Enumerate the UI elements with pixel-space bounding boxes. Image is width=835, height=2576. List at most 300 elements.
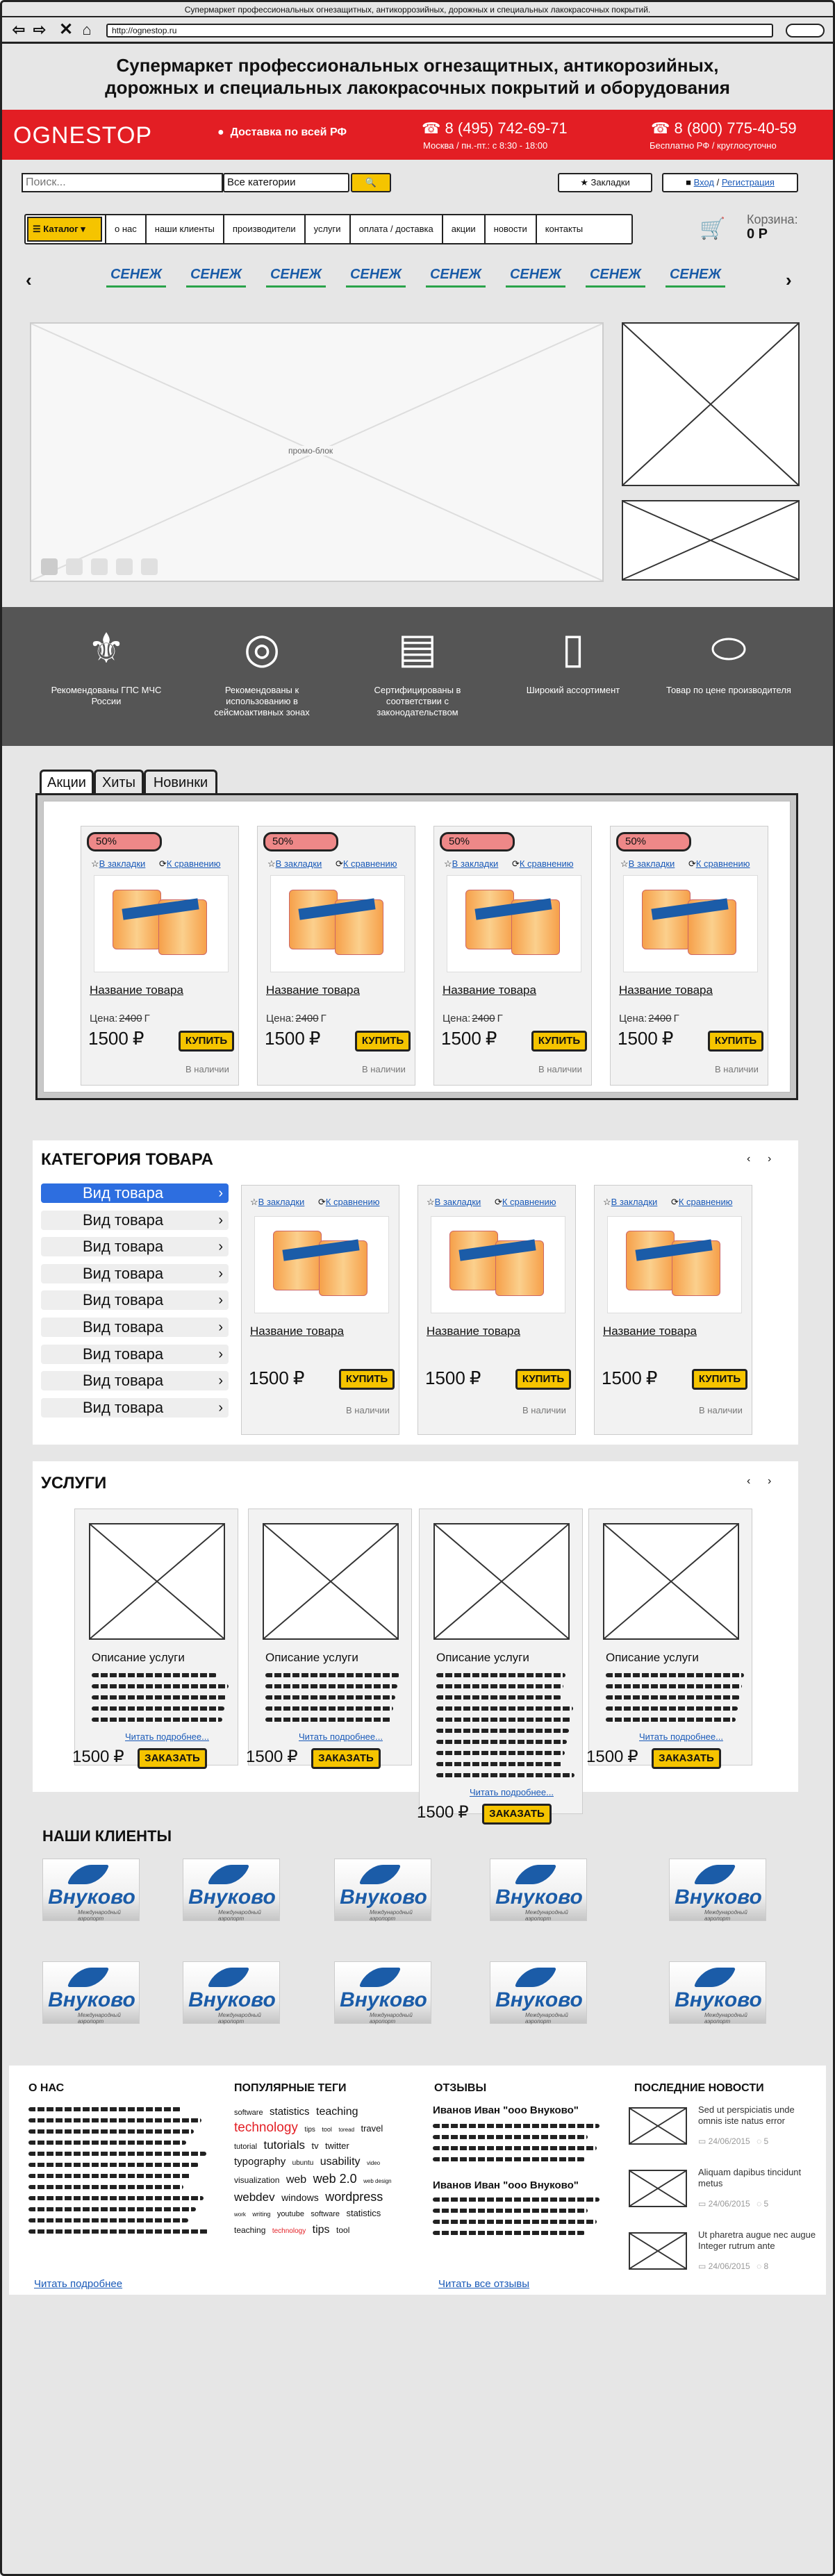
brand-logo[interactable] bbox=[426, 267, 486, 288]
phone-2[interactable]: ☎ 8 (800) 775-40-59 bbox=[651, 119, 797, 137]
scribble-text bbox=[606, 1695, 740, 1700]
tag-link[interactable]: toread bbox=[338, 2127, 355, 2133]
brand-logo[interactable] bbox=[665, 267, 725, 288]
client-name: Внуково bbox=[495, 1988, 583, 2011]
brand-logo[interactable] bbox=[186, 267, 246, 288]
category-item[interactable] bbox=[41, 1211, 229, 1230]
back-arrow-icon[interactable]: ⇦ bbox=[12, 21, 26, 38]
bookmark-link[interactable]: В закладки bbox=[452, 858, 499, 869]
services-prev-icon[interactable]: ‹ bbox=[747, 1475, 751, 1487]
star-icon: ★ bbox=[580, 177, 591, 188]
price-value: 1500 bbox=[72, 1747, 110, 1766]
category-item-label: Вид товара bbox=[83, 1372, 164, 1390]
tag-link[interactable]: windows bbox=[281, 2192, 319, 2203]
old-price-label: Цена: bbox=[619, 1013, 647, 1024]
tag-link[interactable]: tool bbox=[322, 2126, 332, 2133]
eagle-icon bbox=[515, 1865, 556, 1884]
feature-item bbox=[666, 621, 791, 696]
price-value: 1500 bbox=[586, 1747, 624, 1766]
tab-hits[interactable]: Хиты bbox=[94, 770, 144, 795]
brands-prev-icon[interactable]: ‹ bbox=[26, 269, 32, 290]
user-icon: ■ bbox=[686, 177, 694, 188]
address-bar[interactable]: http://ognestop.ru bbox=[106, 24, 773, 38]
service-more-link[interactable]: Читать подробнее... bbox=[639, 1731, 723, 1742]
product-name[interactable]: Название товара bbox=[603, 1324, 697, 1338]
card-links bbox=[91, 858, 221, 870]
nav-item[interactable]: производители bbox=[223, 215, 304, 243]
ruble-icon: ₽ bbox=[292, 1368, 305, 1388]
category-item[interactable] bbox=[41, 1290, 229, 1310]
news-date: 24/06/2015 bbox=[708, 2261, 750, 2271]
ruble-icon: ₽ bbox=[661, 1028, 674, 1049]
category-item[interactable] bbox=[41, 1237, 229, 1256]
buy-button[interactable]: КУПИТЬ bbox=[355, 1031, 411, 1052]
tag-link[interactable]: tips bbox=[304, 2126, 315, 2134]
bookmark-link[interactable]: В закладки bbox=[99, 858, 146, 869]
refresh-icon: ⟳ bbox=[668, 1197, 679, 1207]
client-subtitle: Международный аэропорт bbox=[525, 2012, 568, 2025]
promo-dot[interactable] bbox=[66, 558, 83, 575]
scribble-text bbox=[436, 1740, 567, 1744]
client-name: Внуково bbox=[48, 1988, 135, 2011]
home-icon[interactable]: ⌂ bbox=[82, 21, 92, 38]
compare-link[interactable]: К сравнению bbox=[502, 1197, 556, 1207]
client-logo[interactable] bbox=[183, 1859, 280, 1921]
product-name[interactable]: Название товара bbox=[427, 1324, 520, 1338]
category-prev-icon[interactable]: ‹ bbox=[747, 1153, 751, 1165]
ruble-icon: ₽ bbox=[469, 1368, 481, 1388]
scribble-text bbox=[433, 2220, 597, 2224]
product-price bbox=[249, 1368, 304, 1389]
chevron-right-icon: › bbox=[218, 1399, 223, 1415]
tag-link[interactable]: software bbox=[311, 2210, 340, 2218]
scribble-text bbox=[436, 1695, 561, 1700]
buy-button[interactable]: КУПИТЬ bbox=[692, 1369, 747, 1390]
category-item[interactable] bbox=[41, 1371, 229, 1390]
product-image[interactable] bbox=[254, 1216, 389, 1313]
brand-logo[interactable] bbox=[506, 267, 565, 288]
refresh-icon: ⟳ bbox=[156, 858, 167, 869]
product-card bbox=[257, 826, 415, 1086]
old-currency: Г bbox=[497, 1013, 503, 1024]
all-reviews-link[interactable]: Читать все отзывы bbox=[438, 2278, 530, 2290]
bucket-image bbox=[465, 890, 514, 949]
product-card bbox=[241, 1185, 399, 1435]
tag-link[interactable]: work bbox=[234, 2211, 246, 2218]
eagle-icon bbox=[208, 1968, 249, 1987]
old-price-value: 2400 bbox=[648, 1013, 672, 1024]
news-title[interactable]: Sed ut perspiciatis unde omnis iste natus error bbox=[698, 2104, 795, 2126]
card-links bbox=[444, 858, 574, 870]
price-value: 1500 bbox=[246, 1747, 283, 1766]
scribble-text bbox=[433, 2124, 600, 2128]
forward-arrow-icon[interactable]: ⇨ bbox=[33, 21, 47, 38]
scribble-text bbox=[433, 2157, 585, 2161]
client-subtitle: Международный аэропорт bbox=[78, 1909, 121, 1922]
client-name: Внуково bbox=[48, 1886, 135, 1909]
phone-icon: ☎ bbox=[651, 119, 675, 137]
tag-link[interactable]: usability bbox=[320, 2156, 361, 2168]
news-thumbnail bbox=[629, 2107, 687, 2145]
cart-icon[interactable]: 🛒 bbox=[700, 217, 726, 240]
category-item[interactable] bbox=[41, 1264, 229, 1283]
nav-item[interactable]: оплата / доставка bbox=[349, 215, 442, 243]
bookmark-link[interactable]: В закладки bbox=[628, 858, 675, 869]
product-price bbox=[88, 1028, 144, 1049]
order-button[interactable]: ЗАКАЗАТЬ bbox=[311, 1748, 381, 1769]
news-title[interactable]: Aliquam dapibus tincidunt metus bbox=[698, 2167, 802, 2188]
brand-logo[interactable] bbox=[106, 267, 166, 288]
logo[interactable]: OGNESTOP bbox=[13, 122, 153, 149]
tag-link[interactable]: webdev bbox=[234, 2191, 275, 2204]
bookmarks-button[interactable]: ★ Закладки bbox=[558, 173, 652, 192]
brand-logo[interactable] bbox=[586, 267, 645, 288]
old-currency: Г bbox=[144, 1013, 150, 1024]
scribble-text bbox=[28, 2152, 206, 2156]
tag-link[interactable]: tv bbox=[311, 2141, 319, 2151]
client-logo[interactable] bbox=[669, 1961, 766, 2024]
tag-link[interactable]: typography bbox=[234, 2156, 286, 2168]
scribble-text bbox=[28, 2174, 191, 2178]
client-name: Внуково bbox=[495, 1886, 583, 1909]
category-item-label: Вид товара bbox=[83, 1264, 164, 1282]
tag-link[interactable]: web bbox=[286, 2174, 307, 2186]
tag-link[interactable]: statistics bbox=[270, 2106, 310, 2118]
bookmark-link[interactable]: В закладки bbox=[275, 858, 322, 869]
discount-badge: 50% bbox=[263, 832, 338, 851]
tag-link[interactable]: tutorials bbox=[263, 2138, 306, 2152]
product-image[interactable] bbox=[94, 875, 229, 972]
ruble-icon: ₽ bbox=[287, 1747, 298, 1766]
category-section bbox=[33, 1140, 798, 1445]
client-logo[interactable] bbox=[669, 1859, 766, 1921]
chevron-right-icon: › bbox=[218, 1346, 223, 1362]
side-banner-2[interactable] bbox=[622, 500, 800, 581]
service-price bbox=[586, 1747, 638, 1767]
product-name[interactable]: Название товара bbox=[266, 983, 360, 997]
feature-text: Рекомендованы ГПС МЧС России bbox=[51, 685, 162, 706]
coin-icon: ⬭ bbox=[711, 625, 747, 672]
ruble-icon: ₽ bbox=[627, 1747, 638, 1766]
eagle-icon bbox=[359, 1865, 401, 1884]
bookmark-link[interactable]: В закладки bbox=[611, 1197, 658, 1207]
brand-logo[interactable] bbox=[266, 267, 326, 288]
eagle-icon bbox=[694, 1968, 736, 1987]
scribble-text bbox=[606, 1673, 744, 1677]
scribble-text bbox=[436, 1773, 574, 1777]
refresh-icon: ⟳ bbox=[509, 858, 520, 869]
product-name[interactable]: Название товара bbox=[443, 983, 536, 997]
product-image[interactable] bbox=[431, 1216, 565, 1313]
tag-link[interactable]: web 2.0 bbox=[313, 2172, 357, 2186]
old-currency: Г bbox=[673, 1013, 679, 1024]
buy-button[interactable]: КУПИТЬ bbox=[531, 1031, 587, 1052]
nav-item[interactable]: новости bbox=[484, 215, 536, 243]
tag-link[interactable]: tool bbox=[336, 2225, 350, 2235]
client-name: Внуково bbox=[340, 1988, 427, 2011]
category-item[interactable] bbox=[41, 1345, 229, 1364]
nav-item[interactable]: о нас bbox=[105, 215, 145, 243]
tag-link[interactable]: travel bbox=[361, 2123, 383, 2134]
tag-link[interactable]: tips bbox=[312, 2224, 330, 2236]
scribble-text bbox=[433, 2231, 585, 2235]
tag-link[interactable]: wordpress bbox=[325, 2190, 383, 2204]
tag-link[interactable]: twitter bbox=[325, 2141, 349, 2151]
product-image[interactable] bbox=[623, 875, 758, 972]
clients-grid bbox=[2, 1859, 833, 2039]
old-price bbox=[90, 1013, 150, 1024]
news-item[interactable] bbox=[626, 2104, 820, 2160]
service-title: Описание услуги bbox=[265, 1651, 358, 1664]
brands-next-icon[interactable]: › bbox=[786, 269, 792, 290]
scribble-text bbox=[92, 1684, 229, 1688]
scribble-text bbox=[28, 2196, 204, 2200]
client-name: Внуково bbox=[340, 1886, 427, 1909]
scribble-text bbox=[606, 1684, 742, 1688]
product-name[interactable]: Название товара bbox=[250, 1324, 344, 1338]
promo-block[interactable] bbox=[30, 322, 604, 582]
document-icon: ▯ bbox=[561, 625, 585, 672]
client-logo[interactable] bbox=[334, 1859, 431, 1921]
client-logo[interactable] bbox=[42, 1961, 140, 2024]
window-title: Супермаркет профессиональных огнезащитных, антикоррозийных, дорожных и специальных лакокрасочных покрытий. bbox=[2, 2, 833, 17]
header-bar bbox=[2, 110, 833, 160]
bookmark-link[interactable]: В закладки bbox=[434, 1197, 481, 1207]
scribble-text bbox=[28, 2229, 208, 2234]
catalog-button[interactable]: ☰ Каталог ▾ bbox=[27, 217, 102, 242]
chevron-right-icon: › bbox=[218, 1265, 223, 1281]
login-link[interactable]: Вход bbox=[693, 177, 715, 188]
eagle-icon bbox=[694, 1865, 736, 1884]
nav-item[interactable]: наши клиенты bbox=[145, 215, 223, 243]
card-links bbox=[427, 1197, 556, 1208]
compare-link[interactable]: К сравнению bbox=[695, 858, 750, 869]
stock-status: В наличии bbox=[699, 1405, 743, 1415]
close-icon[interactable]: ✕ bbox=[58, 20, 74, 39]
menu-icon: ☰ bbox=[33, 224, 44, 234]
services-title: УСЛУГИ bbox=[41, 1474, 107, 1493]
order-button[interactable]: ЗАКАЗАТЬ bbox=[482, 1804, 552, 1825]
eagle-icon bbox=[515, 1968, 556, 1987]
compare-link[interactable]: К сравнению bbox=[519, 858, 574, 869]
compare-link[interactable]: К сравнению bbox=[325, 1197, 380, 1207]
feature-text: Товар по цене производителя bbox=[666, 685, 791, 695]
service-price bbox=[72, 1747, 124, 1767]
feature-text: Рекомендованы к использованию в сейсмоактивных зонах bbox=[214, 685, 310, 717]
footer bbox=[9, 2066, 826, 2295]
tag-link[interactable]: visualization bbox=[234, 2175, 280, 2185]
tag-link[interactable]: writing bbox=[252, 2211, 271, 2218]
price-value: 1500 bbox=[425, 1368, 465, 1388]
cart-label: Корзина: bbox=[747, 213, 798, 226]
about-more-link[interactable]: Читать подробнее bbox=[34, 2278, 123, 2290]
tag-link[interactable]: web design bbox=[363, 2178, 392, 2184]
category-item-label: Вид товара bbox=[83, 1398, 164, 1416]
service-image bbox=[433, 1523, 570, 1640]
search-icon: 🔍 bbox=[365, 177, 377, 188]
order-button[interactable]: ЗАКАЗАТЬ bbox=[652, 1748, 721, 1769]
side-banner-1[interactable] bbox=[622, 322, 800, 486]
tag-link[interactable]: ubuntu bbox=[292, 2159, 314, 2167]
client-subtitle: Международный аэропорт bbox=[218, 1909, 261, 1922]
tag-link[interactable]: youtube bbox=[276, 2210, 304, 2218]
old-price-value: 2400 bbox=[472, 1013, 495, 1024]
bucket-image bbox=[113, 890, 161, 949]
scribble-text bbox=[433, 2197, 600, 2202]
brand-logo[interactable] bbox=[346, 267, 406, 288]
old-price-value: 2400 bbox=[119, 1013, 142, 1024]
star-icon: ☆ bbox=[267, 858, 276, 869]
tab-promos[interactable]: Акции bbox=[40, 770, 94, 795]
product-image[interactable] bbox=[447, 875, 581, 972]
price-value: 1500 bbox=[417, 1803, 454, 1822]
search-icon[interactable] bbox=[786, 24, 825, 38]
register-link[interactable]: Регистрация bbox=[721, 177, 775, 188]
old-price-label: Цена: bbox=[90, 1013, 118, 1024]
product-image[interactable] bbox=[607, 1216, 742, 1313]
tag-link[interactable]: statistics bbox=[346, 2208, 381, 2218]
ruble-icon: ₽ bbox=[308, 1028, 321, 1049]
client-logo[interactable] bbox=[334, 1961, 431, 2024]
buy-button[interactable]: КУПИТЬ bbox=[179, 1031, 234, 1052]
bucket-image bbox=[626, 1231, 675, 1290]
refresh-icon: ⟳ bbox=[333, 858, 343, 869]
phone-1[interactable]: ☎ 8 (495) 742-69-71 bbox=[422, 119, 568, 137]
promo-dot[interactable] bbox=[141, 558, 158, 575]
browser-toolbar bbox=[2, 17, 833, 44]
product-name[interactable]: Название товара bbox=[619, 983, 713, 997]
scribble-text bbox=[436, 1751, 565, 1755]
category-item[interactable] bbox=[41, 1318, 229, 1337]
news-item[interactable] bbox=[626, 2229, 820, 2285]
star-icon: ☆ bbox=[91, 858, 99, 869]
category-next-icon[interactable]: › bbox=[768, 1153, 772, 1165]
service-card bbox=[417, 1509, 583, 1822]
category-title: КАТЕГОРИЯ ТОВАРА bbox=[41, 1150, 214, 1169]
tag-link[interactable]: software bbox=[234, 2109, 263, 2117]
news-thumbnail bbox=[629, 2170, 687, 2207]
stock-status: В наличии bbox=[538, 1064, 582, 1074]
client-name: Внуково bbox=[675, 1886, 762, 1909]
search-input[interactable] bbox=[22, 173, 223, 192]
cart-total: 0 Р bbox=[747, 226, 768, 242]
tag-link[interactable]: teaching bbox=[316, 2106, 358, 2118]
star-icon: ☆ bbox=[250, 1197, 258, 1207]
tag-link[interactable]: video bbox=[366, 2160, 381, 2166]
service-more-link[interactable]: Читать подробнее... bbox=[299, 1731, 383, 1742]
service-card bbox=[248, 1509, 412, 1765]
tag-link[interactable]: technology bbox=[234, 2120, 298, 2135]
tag-link[interactable]: technology bbox=[272, 2227, 306, 2235]
client-logo[interactable] bbox=[183, 1961, 280, 2024]
eagle-icon bbox=[67, 1968, 109, 1987]
old-currency: Г bbox=[320, 1013, 326, 1024]
brand-name: СЕНЕЖ bbox=[110, 267, 163, 282]
category-item[interactable] bbox=[41, 1183, 229, 1203]
feature-item bbox=[44, 621, 169, 707]
scribble-text bbox=[433, 2209, 588, 2213]
product-price bbox=[618, 1028, 673, 1049]
scribble-text bbox=[28, 2185, 183, 2189]
location-pin-icon: ● bbox=[217, 126, 231, 138]
client-logo[interactable] bbox=[490, 1961, 587, 2024]
service-more-link[interactable]: Читать подробнее... bbox=[470, 1787, 554, 1797]
product-image[interactable] bbox=[270, 875, 405, 972]
news-title[interactable]: Ut pharetra augue nec augue Integer rutrum ante bbox=[698, 2229, 816, 2251]
product-tabs bbox=[40, 770, 217, 795]
old-price-label: Цена: bbox=[443, 1013, 471, 1024]
star-icon: ☆ bbox=[603, 1197, 611, 1207]
compare-link[interactable]: К сравнению bbox=[678, 1197, 733, 1207]
category-item-label: Вид товара bbox=[83, 1238, 164, 1256]
ruble-icon: ₽ bbox=[645, 1368, 658, 1388]
page bbox=[2, 46, 833, 2576]
category-select[interactable]: Все категории bbox=[223, 173, 349, 192]
scribble-text bbox=[265, 1718, 391, 1722]
feature-text: Широкий ассортимент bbox=[526, 685, 620, 695]
tag-link[interactable]: tutorial bbox=[234, 2143, 258, 2151]
review-2-author: Иванов Иван "ооо Внуково" bbox=[433, 2179, 579, 2191]
product-name[interactable]: Название товара bbox=[90, 983, 183, 997]
client-logo[interactable] bbox=[42, 1859, 140, 1921]
eagle-icon bbox=[359, 1968, 401, 1987]
old-price bbox=[443, 1013, 503, 1024]
footer-about-title: О НАС bbox=[28, 2082, 65, 2094]
services-next-icon[interactable]: › bbox=[768, 1475, 772, 1487]
buy-button[interactable]: КУПИТЬ bbox=[339, 1369, 395, 1390]
bookmark-link[interactable]: В закладки bbox=[258, 1197, 305, 1207]
service-more-link[interactable]: Читать подробнее... bbox=[125, 1731, 209, 1742]
product-price bbox=[441, 1028, 497, 1049]
promo-dot[interactable] bbox=[41, 558, 58, 575]
nav-item[interactable]: услуги bbox=[304, 215, 349, 243]
scribble-text bbox=[265, 1684, 397, 1688]
product-card bbox=[81, 826, 239, 1086]
order-button[interactable]: ЗАКАЗАТЬ bbox=[138, 1748, 207, 1769]
star-icon: ☆ bbox=[620, 858, 629, 869]
client-subtitle: Международный аэропорт bbox=[525, 1909, 568, 1922]
scribble-text bbox=[265, 1706, 393, 1711]
buy-button[interactable]: КУПИТЬ bbox=[708, 1031, 763, 1052]
client-logo[interactable] bbox=[490, 1859, 587, 1921]
promo-dot[interactable] bbox=[91, 558, 108, 575]
tag-link[interactable]: teaching bbox=[234, 2225, 266, 2235]
price-value: 1500 bbox=[441, 1028, 481, 1049]
scribble-text bbox=[436, 1762, 563, 1766]
promo-dot[interactable] bbox=[116, 558, 133, 575]
category-item-label: Вид товара bbox=[83, 1291, 164, 1309]
scribble-text bbox=[28, 2163, 199, 2167]
category-item[interactable] bbox=[41, 1398, 229, 1418]
service-price bbox=[246, 1747, 298, 1767]
services-section bbox=[33, 1461, 798, 1822]
nav-item[interactable]: контакты bbox=[536, 215, 591, 243]
news-thumbnail bbox=[629, 2232, 687, 2270]
card-links bbox=[620, 858, 750, 870]
scribble-text bbox=[433, 2135, 588, 2139]
buy-button[interactable]: КУПИТЬ bbox=[515, 1369, 571, 1390]
compare-link[interactable]: К сравнению bbox=[166, 858, 221, 869]
chevron-right-icon: › bbox=[218, 1293, 223, 1308]
nav-item[interactable]: акции bbox=[442, 215, 484, 243]
news-item[interactable] bbox=[626, 2167, 820, 2222]
scribble-text bbox=[92, 1706, 224, 1711]
search-button[interactable] bbox=[351, 173, 391, 192]
tab-new[interactable]: Новинки bbox=[144, 770, 217, 795]
scribble-text bbox=[436, 1729, 569, 1733]
service-image bbox=[603, 1523, 739, 1640]
compare-link[interactable]: К сравнению bbox=[342, 858, 397, 869]
